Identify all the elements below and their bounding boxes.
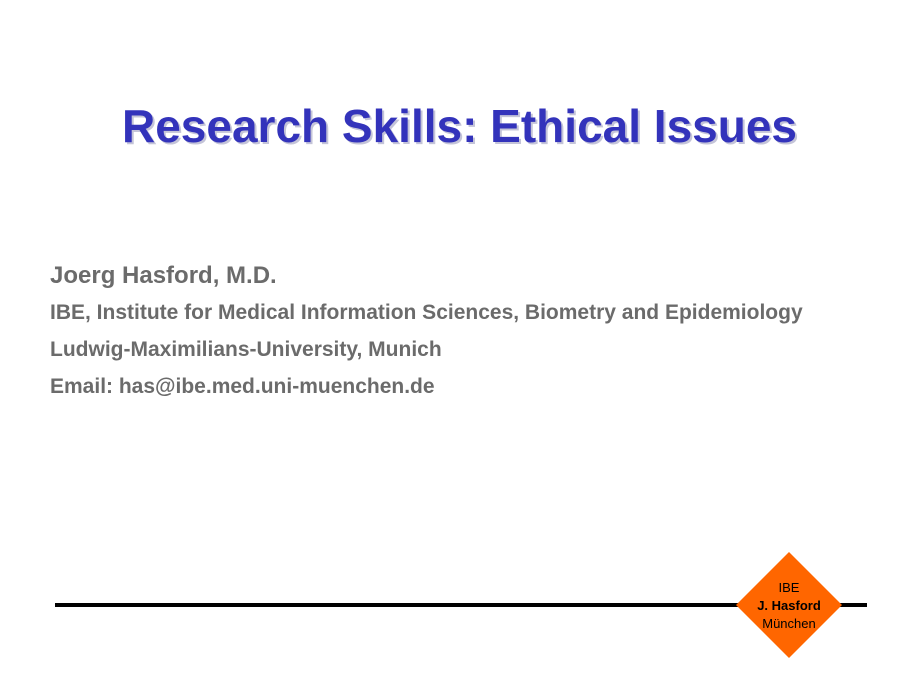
ibe-badge [736,552,842,658]
badge-text [728,579,850,633]
badge-line-ibe: IBE [778,580,800,595]
author-name: Joerg Hasford, M.D. [50,262,277,289]
email: Email: has@ibe.med.uni-muenchen.de [50,375,435,398]
author-block [50,257,850,408]
badge-line-name: J. Hasford [757,598,821,613]
slide-title: Research Skills: Ethical Issues [121,100,798,152]
affiliation: IBE, Institute for Medical Information Sciences, Biometry and Epidemiology [50,301,803,324]
university: Ludwig-Maximilians-University, Munich [50,338,442,361]
badge-line-city: München [762,616,816,631]
